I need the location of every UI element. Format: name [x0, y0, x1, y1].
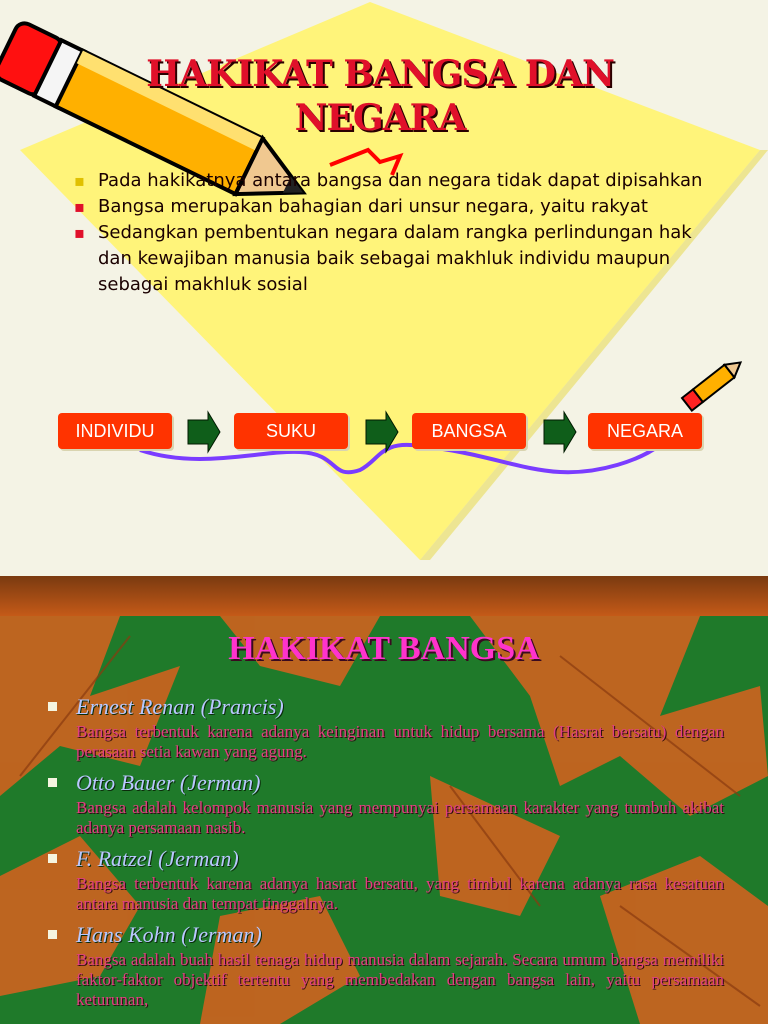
flow-box-negara: NEGARA	[588, 413, 702, 449]
small-pencil-icon	[682, 356, 745, 410]
bullet-text: Bangsa merupakan bahagian dari unsur negara, yaitu rakyat	[98, 196, 648, 217]
bullet-square-icon	[48, 930, 57, 939]
bullet-item	[72, 220, 712, 298]
definition-item	[44, 768, 724, 838]
author-name: F. Ratzel (Jerman)	[76, 846, 239, 871]
definition-text: Bangsa adalah kelompok manusia yang mempunyai persamaan karakter yang tumbuh akibat adanya persamaan nasib.	[76, 798, 724, 837]
flow-arrow-icon	[188, 412, 220, 452]
bullet-item	[72, 194, 712, 220]
bullet-marker-icon: ▪	[74, 171, 85, 190]
bullet-marker-icon: ▪	[74, 223, 85, 242]
definition-text: Bangsa adalah buah hasil tenaga hidup manusia dalam sejarah. Secara umum bangsa memiliki faktor-faktor objektif tertentu yang membedakan dengan bangsa lain, yaitu persamaan keturunan,	[76, 950, 724, 1009]
author-name: Ernest Renan (Prancis)	[76, 694, 284, 719]
definition-text: Bangsa terbentuk karena adanya hasrat bersatu, yang timbul karena adanya rasa kesatuan antara manusia dan tempat tinggalnya.	[76, 874, 724, 913]
slide1-bullet-list	[72, 168, 712, 298]
bullet-marker-icon: ▪	[74, 197, 85, 216]
author-name: Hans Kohn (Jerman)	[76, 922, 262, 947]
top-band	[0, 576, 768, 616]
definition-item	[44, 844, 724, 914]
bullet-text: Sedangkan pembentukan negara dalam rangka perlindungan hak dan kewajiban manusia baik sebagai makhluk individu maupun sebagai makhluk sosial	[98, 222, 692, 295]
bullet-square-icon	[48, 778, 57, 787]
flow-arrow-icon	[544, 412, 576, 452]
flow-box-individu: INDIVIDU	[58, 413, 172, 449]
slide2-title: HAKIKAT BANGSA	[228, 630, 540, 667]
definition-text: Bangsa terbentuk karena adanya keinginan untuk hidup bersama (Hasrat bersatu) dengan perasaan setia kawan yang agung.	[76, 722, 724, 761]
author-name: Otto Bauer (Jerman)	[76, 770, 261, 795]
slide2-definition-list	[44, 692, 724, 1016]
slide1-title: HAKIKAT BANGSA DAN NEGARA	[146, 53, 614, 139]
bullet-square-icon	[48, 702, 57, 711]
bullet-item	[72, 168, 712, 194]
definition-item	[44, 920, 724, 1010]
definition-item	[44, 692, 724, 762]
bullet-text: Pada hakikatnya antara bangsa dan negara tidak dapat dipisahkan	[98, 170, 703, 191]
flow-box-suku: SUKU	[234, 413, 348, 449]
bullet-square-icon	[48, 854, 57, 863]
flow-box-bangsa: BANGSA	[412, 413, 526, 449]
